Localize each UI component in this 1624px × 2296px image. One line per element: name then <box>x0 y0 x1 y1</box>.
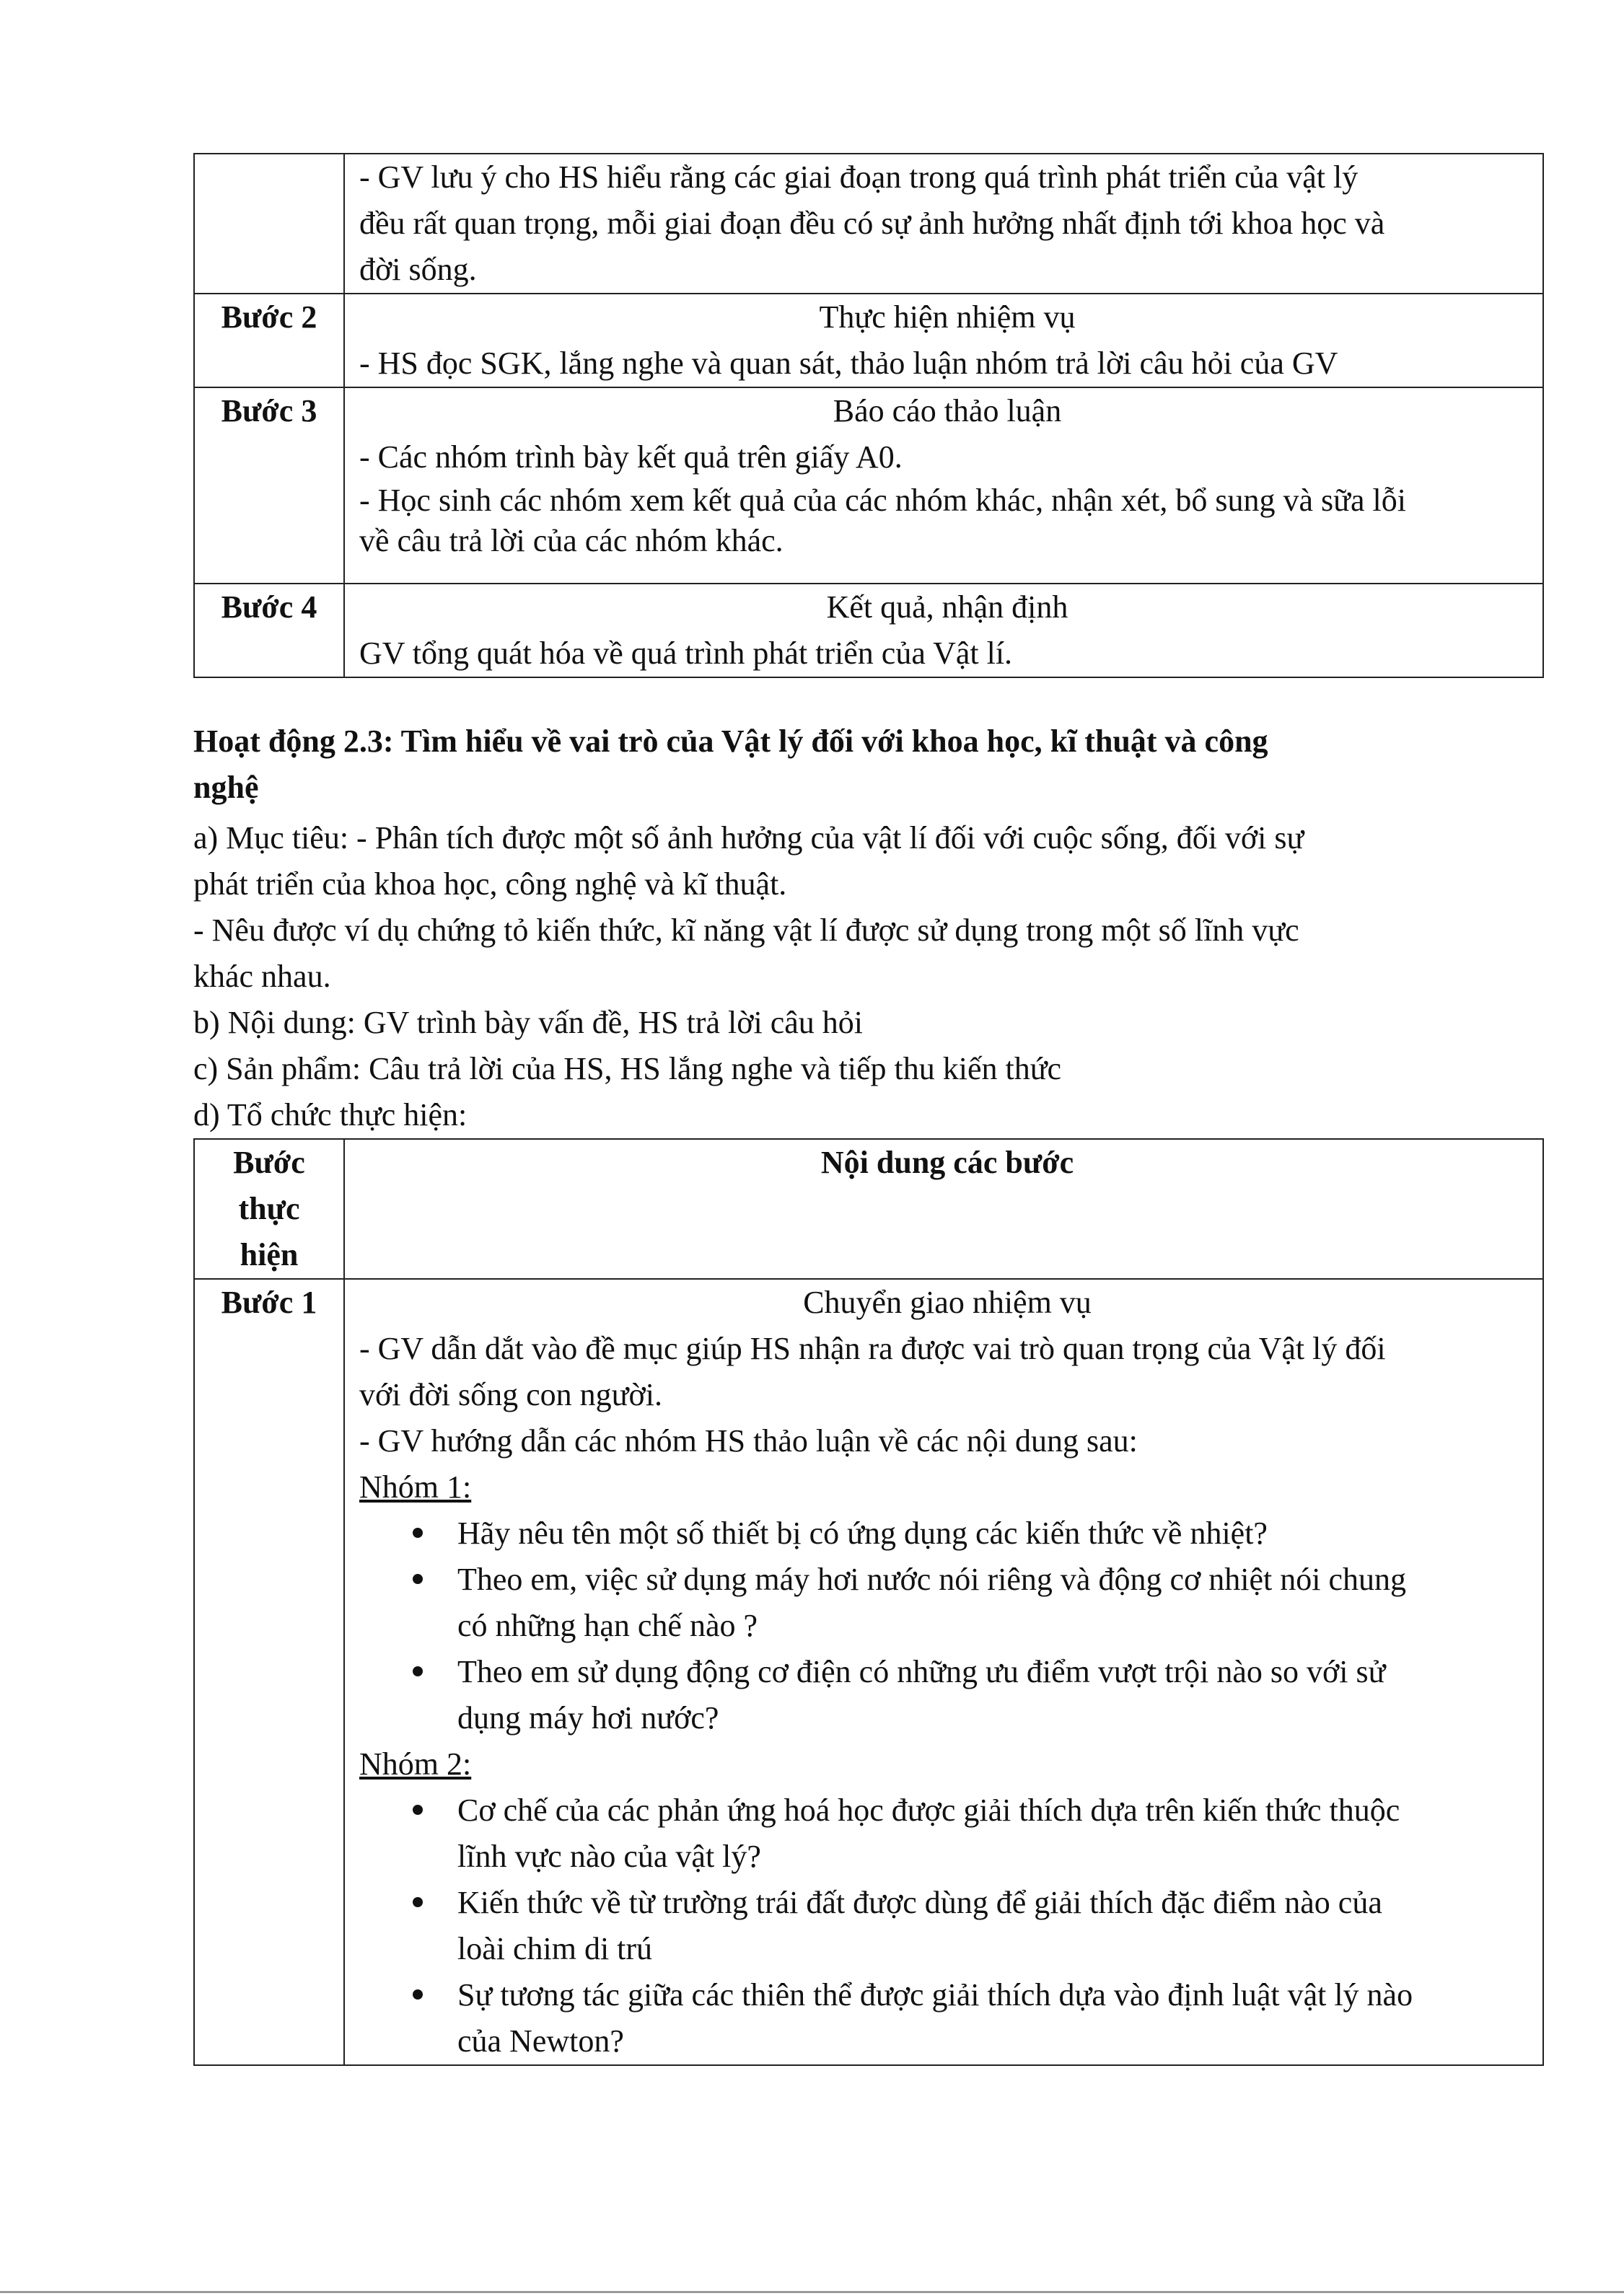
table-row <box>194 584 1543 677</box>
list-item-line: của Newton? <box>457 2023 624 2059</box>
list-item <box>457 1510 1535 1557</box>
table-row <box>194 387 1543 584</box>
group-2-questions <box>359 1787 1535 2064</box>
step-label: Bước 3 <box>194 387 344 584</box>
text-line: - Nêu được ví dụ chứng tỏ kiến thức, kĩ năng vật lí được sử dụng trong một số lĩnh vực <box>193 912 1299 948</box>
activity-product: c) Sản phẩm: Câu trả lời của HS, HS lắng nghe và tiếp thu kiến thức <box>193 1051 1062 1086</box>
activity-organize: d) Tổ chức thực hiện: <box>193 1097 468 1132</box>
text-line: về câu trả lời của các nhóm khác. <box>359 523 784 558</box>
activity-title-line: nghệ <box>193 770 259 805</box>
table-row <box>194 294 1543 387</box>
steps-table <box>193 1138 1544 2066</box>
step-heading: Kết quả, nhận định <box>826 589 1068 625</box>
step-content-cell <box>344 387 1543 584</box>
list-item <box>457 1787 1535 1880</box>
group-1-title: Nhóm 1: <box>359 1469 472 1505</box>
list-item-line: Sự tương tác giữa các thiên thể được giải thích dựa vào định luật vật lý nào <box>457 1977 1413 2013</box>
list-item <box>457 1557 1535 1649</box>
text-line: khác nhau. <box>193 959 331 994</box>
list-item <box>457 1972 1535 2064</box>
text-line: với đời sống con người. <box>359 1377 662 1412</box>
step-content-cell <box>344 154 1543 294</box>
step-heading: Chuyển giao nhiệm vụ <box>803 1285 1092 1320</box>
step-content-cell <box>344 294 1543 387</box>
activity-title-line: Hoạt động 2.3: Tìm hiểu về vai trò của Vật lý đối với khoa học, kĩ thuật và công <box>193 723 1268 759</box>
step-label: Bước 4 <box>194 584 344 677</box>
list-item-line: có những hạn chế nào ? <box>457 1608 758 1643</box>
table-row <box>194 1279 1543 2065</box>
list-item-line: lĩnh vực nào của vật lý? <box>457 1839 761 1874</box>
text-line: - HS đọc SGK, lắng nghe và quan sát, thảo luận nhóm trả lời câu hỏi của GV <box>359 346 1338 381</box>
text-line: - Các nhóm trình bày kết quả trên giấy A0. <box>359 439 903 475</box>
activity-section <box>193 718 1544 1138</box>
list-item-line: Theo em sử dụng động cơ điện có những ưu điểm vượt trội nào so với sử <box>457 1654 1386 1689</box>
step-content-cell <box>344 584 1543 677</box>
header-label-line: Bước <box>233 1145 305 1180</box>
text-line: - GV lưu ý cho HS hiểu rằng các giai đoạn trong quá trình phát triển của vật lý <box>359 159 1359 195</box>
text-line: đều rất quan trọng, mỗi giai đoạn đều có sự ảnh hưởng nhất định tới khoa học và <box>359 206 1385 241</box>
list-item-line: Kiến thức về từ trường trái đất được dùng để giải thích đặc điểm nào của <box>457 1885 1382 1920</box>
text-line: a) Mục tiêu: - Phân tích được một số ảnh hưởng của vật lí đối với cuộc sống, đối với sự <box>193 820 1304 855</box>
step-content-cell <box>344 1279 1543 2065</box>
text-line: - GV dẫn dắt vào đề mục giúp HS nhận ra được vai trò quan trọng của Vật lý đối <box>359 1331 1386 1366</box>
list-item-line: Theo em, việc sử dụng máy hơi nước nói riêng và động cơ nhiệt nói chung <box>457 1562 1406 1597</box>
table-row <box>194 154 1543 294</box>
steps-table-continued <box>193 153 1544 678</box>
step-heading: Thực hiện nhiệm vụ <box>819 299 1076 335</box>
document-page <box>193 153 1544 2066</box>
step-label: Bước 1 <box>194 1279 344 2065</box>
table-header-row <box>194 1139 1543 1279</box>
text-line: GV tổng quát hóa về quá trình phát triển của Vật lí. <box>359 635 1013 671</box>
list-item-line: Cơ chế của các phản ứng hoá học được giải thích dựa trên kiến thức thuộc <box>457 1793 1400 1828</box>
page-bottom-divider <box>0 2291 1624 2293</box>
list-item-line: dụng máy hơi nước? <box>457 1700 719 1736</box>
text-line: - GV hướng dẫn các nhóm HS thảo luận về các nội dung sau: <box>359 1423 1138 1459</box>
header-label-line: hiện <box>240 1237 299 1272</box>
group-2-title: Nhóm 2: <box>359 1746 472 1782</box>
text-line: phát triển của khoa học, công nghệ và kĩ thuật. <box>193 866 787 902</box>
step-label-cell <box>194 154 344 294</box>
group-1-questions <box>359 1510 1535 1741</box>
step-heading: Báo cáo thảo luận <box>833 393 1062 428</box>
list-item-line: loài chim di trú <box>457 1931 653 1966</box>
text-line: đời sống. <box>359 252 477 287</box>
header-label-line: thực <box>238 1191 300 1226</box>
header-content-title: Nội dung các bước <box>820 1145 1074 1180</box>
header-step-label <box>194 1139 344 1279</box>
list-item-line: Hãy nêu tên một số thiết bị có ứng dụng các kiến thức về nhiệt? <box>457 1516 1268 1551</box>
activity-title <box>193 718 1544 811</box>
list-item <box>457 1649 1535 1741</box>
step-label: Bước 2 <box>194 294 344 387</box>
activity-content: b) Nội dung: GV trình bày vấn đề, HS trả lời câu hỏi <box>193 1005 863 1040</box>
activity-goal <box>193 815 1544 1000</box>
list-item <box>457 1880 1535 1972</box>
text-line: - Học sinh các nhóm xem kết quả của các nhóm khác, nhận xét, bổ sung và sữa lỗi <box>359 483 1406 518</box>
header-content-cell <box>344 1139 1543 1279</box>
